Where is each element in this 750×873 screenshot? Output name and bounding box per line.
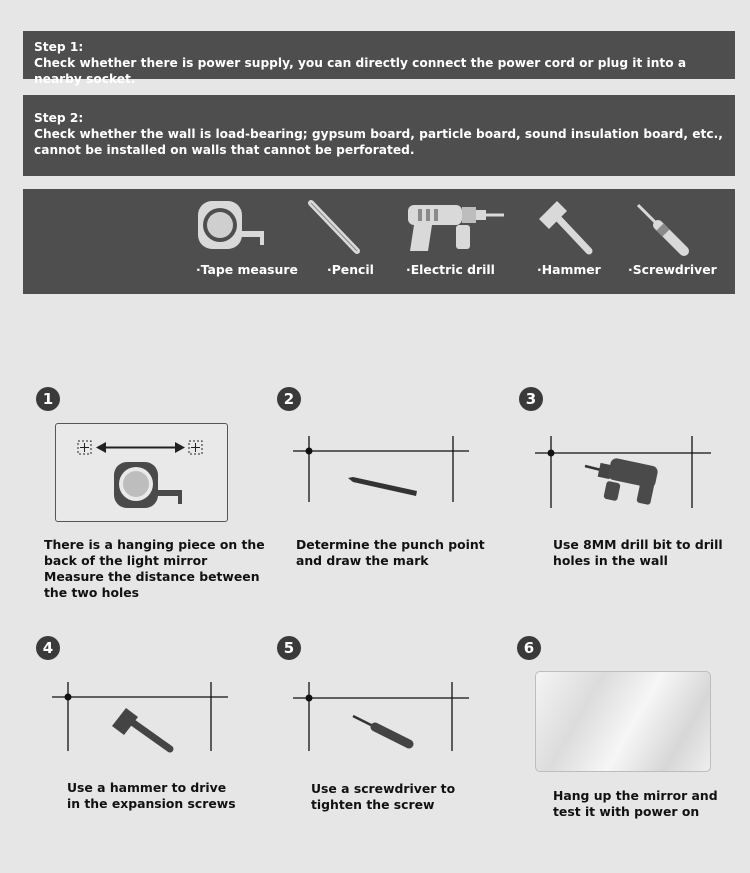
- step-4-caption: Use a hammer to drive in the expansion screws: [67, 780, 236, 811]
- step-5-caption: Use a screwdriver to tighten the screw: [311, 781, 456, 812]
- hammer-diagram-icon: [52, 682, 232, 754]
- step-1-caption: There is a hanging piece on the back of the light mirror Measure the distance between the two holes: [44, 537, 265, 600]
- screwdriver-icon: [632, 201, 692, 257]
- pencil-icon: [305, 199, 365, 257]
- screwdriver-diagram-icon: [293, 682, 473, 754]
- tools-banner: [23, 189, 735, 294]
- tape-measure-icon: [196, 199, 268, 253]
- step-1-text: Check whether there is power supply, you can directly connect the power cord or plug it into a nearby socket.: [34, 56, 687, 86]
- step-1-banner: [23, 31, 735, 86]
- mirror-image: [535, 671, 711, 772]
- step-number-4: 4: [36, 636, 60, 660]
- mark-diagram-icon: [293, 436, 473, 506]
- step-2-title: Step 2:: [34, 111, 84, 125]
- step-number-6: 6: [517, 636, 541, 660]
- drill-diagram-icon: [535, 436, 715, 512]
- step-6-caption: Hang up the mirror and test it with power on: [553, 788, 718, 819]
- step-number-1: 1: [36, 387, 60, 411]
- tool-label: ·Screwdriver: [628, 262, 717, 277]
- step-2-text: Check whether the wall is load-bearing; gypsum board, particle board, sound insulation board, etc., cannot be installed on walls that cannot be perforated.: [34, 127, 723, 157]
- measure-frame: [55, 423, 228, 522]
- step-2-caption: Determine the punch point and draw the mark: [296, 537, 485, 568]
- hammer-icon: [535, 199, 595, 259]
- tool-label: ·Electric drill: [406, 262, 495, 277]
- tool-label: ·Pencil: [327, 262, 374, 277]
- step-3-caption: Use 8MM drill bit to drill holes in the wall: [553, 537, 723, 568]
- measure-diagram-icon: [56, 424, 227, 521]
- step-number-2: 2: [277, 387, 301, 411]
- step-number-3: 3: [519, 387, 543, 411]
- step-number-5: 5: [277, 636, 301, 660]
- tool-label: ·Tape measure: [196, 262, 298, 277]
- tool-label: ·Hammer: [537, 262, 601, 277]
- step-1-title: Step 1:: [34, 40, 84, 54]
- electric-drill-icon: [406, 201, 506, 253]
- step-2-banner: [23, 95, 735, 176]
